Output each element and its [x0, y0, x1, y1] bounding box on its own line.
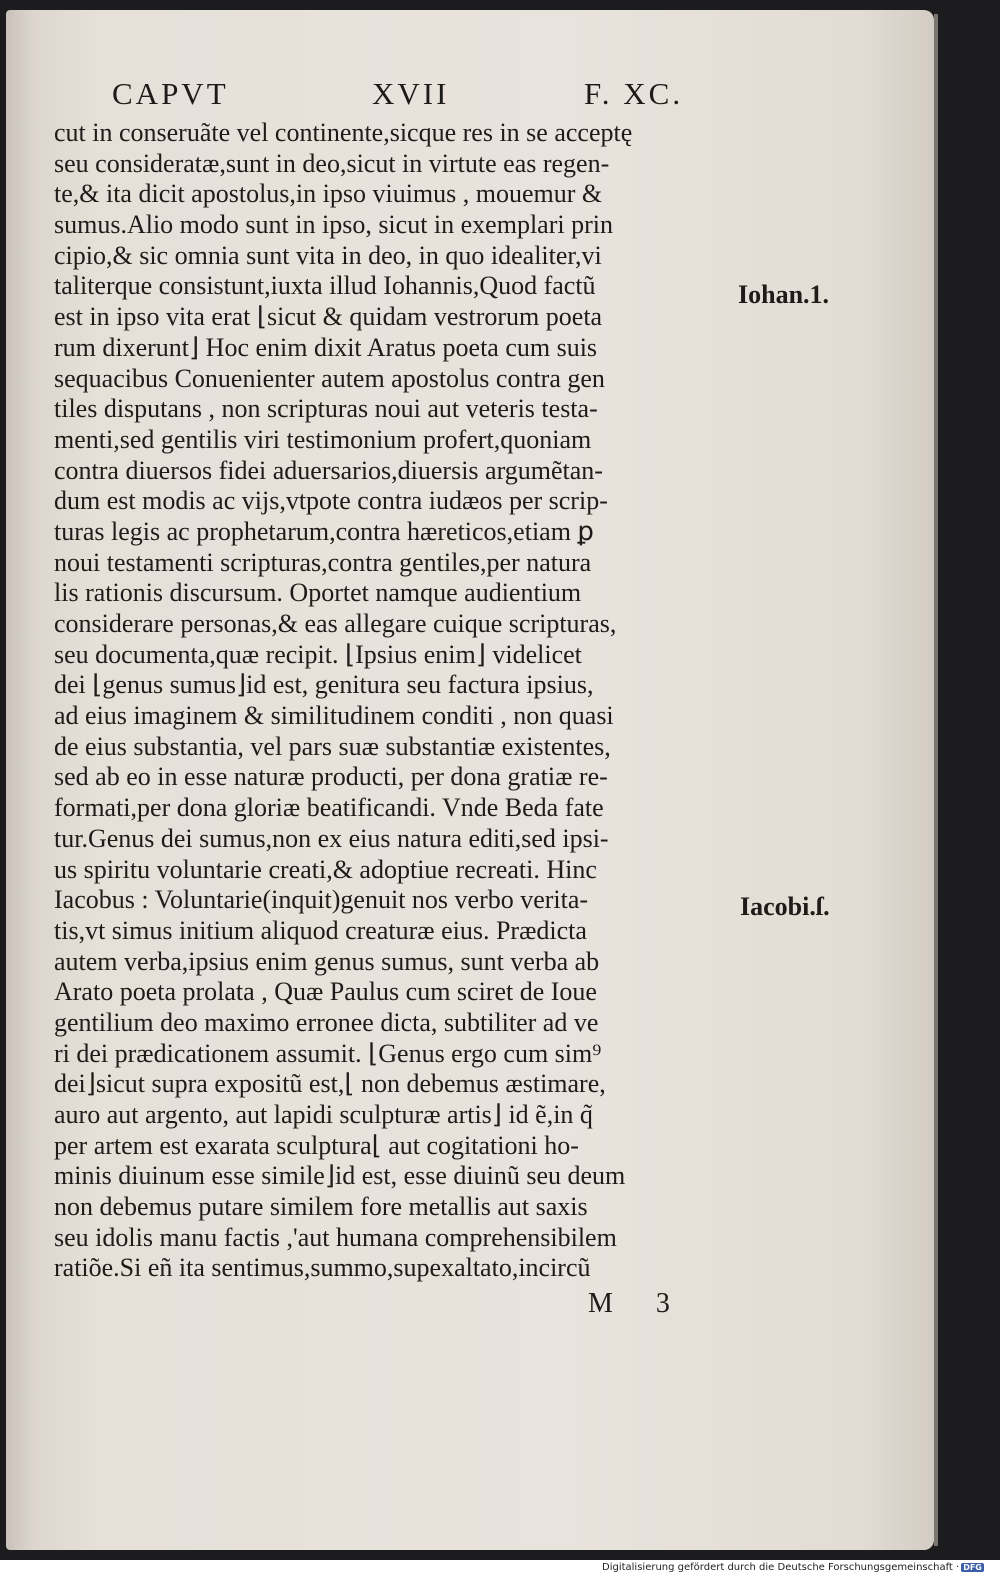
text-line: cut in conseruãte vel continente,sicque res in se acceptę — [54, 118, 633, 147]
text-line: lis rationis discursum. Oportet namque audientium — [54, 578, 582, 608]
text-line: seu consideratæ,sunt in deo,sicut in virtute eas regen- — [54, 148, 610, 178]
text-line: gentilium deo maximo erronee dicta, subtiliter ad ve — [54, 1007, 599, 1037]
running-head — [112, 76, 722, 116]
text-line: rum dixerunt⌋ Hoc enim dixit Aratus poeta cum suis — [54, 332, 598, 362]
text-line: taliterque consistunt,iuxta illud Iohannis,Quod factũ — [54, 271, 596, 301]
digitization-credit — [602, 1562, 984, 1573]
text-line: sumus.Alio modo sunt in ipso, sicut in exemplari prin — [54, 210, 613, 240]
signature-mark: M 3 — [588, 1288, 688, 1319]
text-line: te,& ita dicit apostolus,in ipso viuimus , mouemur & — [54, 179, 603, 209]
text-line: ratiõe.Si eñ ita sentimus,summo,supexaltato,incircũ — [54, 1253, 591, 1283]
text-line: auro aut argento, aut lapidi sculpturæ artis⌋ id ẽ,in q̃ — [54, 1100, 593, 1129]
running-head-folio: F. XC. — [584, 76, 684, 111]
text-line: tur.Genus dei sumus,non ex eius natura editi,sed ipsi- — [54, 823, 609, 853]
text-line: de eius substantia, vel pars suæ substantiæ existentes, — [54, 731, 611, 761]
text-line: tis,vt simus initium aliquod creaturæ eius. Prædicta — [54, 915, 587, 945]
text-line: seu documenta,quæ recipit. ⌊Ipsius enim⌋ videlicet — [54, 639, 582, 669]
page-edge — [934, 14, 938, 1546]
body-text — [54, 118, 734, 1284]
text-line: dei⌋sicut supra expositũ est,⌊ non debemus æstimare, — [54, 1069, 606, 1099]
text-line: turas legis ac prophetarum,contra hæreticos,etiam ꝑ — [54, 516, 594, 546]
text-line: Arato poeta prolata , Quæ Paulus cum sciret de Ioue — [54, 977, 597, 1007]
text-line: non debemus putare similem fore metallis aut saxis — [54, 1192, 588, 1222]
text-line: seu idolis manu factis ,'aut humana comprehensibilem — [54, 1222, 617, 1252]
text-line: formati,per dona gloriæ beatificandi. Vnde Beda fate — [54, 793, 604, 823]
text-line: dei ⌊genus sumus⌋id est, genitura seu factura ipsius, — [54, 670, 594, 700]
text-line: per artem est exarata sculptura⌊ aut cogitationi ho- — [54, 1130, 579, 1160]
marginal-note-iacobi: Iacobi.ſ. — [740, 892, 830, 921]
text-line: us spiritu voluntarie creati,& adoptiue recreati. Hinc — [54, 854, 597, 884]
text-line: autem verba,ipsius enim genus sumus, sunt verba ab — [54, 946, 600, 976]
text-line: sequacibus Conuenienter autem apostolus contra gen — [54, 363, 605, 393]
credit-text: Digitalisierung gefördert durch die Deutsche Forschungsgemeinschaft · — [602, 1562, 960, 1573]
text-line: cipio,& sic omnia sunt vita in deo, in quo idealiter,vi — [54, 240, 602, 270]
text-line: menti,sed gentilis viri testimonium profert,quoniam — [54, 424, 592, 454]
text-line: ad eius imaginem & similitudinem conditi , non quasi — [54, 701, 614, 731]
text-line: est in ipso vita erat ⌊sicut & quidam vestrorum poeta — [54, 302, 603, 332]
dfg-logo: DFG — [963, 1563, 982, 1572]
text-line: Iacobus : Voluntarie(inquit)genuit nos verbo verita- — [54, 885, 589, 915]
text-line: minis diuinum esse simile⌋id est, esse diuinũ seu deum — [54, 1161, 626, 1191]
text-line: considerare personas,& eas allegare cuique scripturas, — [54, 609, 617, 638]
text-line: sed ab eo in esse naturæ producti, per dona gratiæ re- — [54, 762, 608, 792]
running-head-chapter-number: XVII — [372, 76, 450, 111]
text-line: contra diuersos fidei aduersarios,diuersis argumẽtan- — [54, 455, 603, 485]
marginal-note-iohan: Iohan.1. — [738, 280, 830, 309]
text-line: tiles disputans , non scripturas noui aut veteris testa- — [54, 394, 598, 424]
running-head-left: CAPVT — [112, 76, 229, 111]
text-line: ri dei prædicationem assumit. ⌊Genus ergo cum sim⁹ — [54, 1038, 602, 1068]
text-line: dum est modis ac vijs,vtpote contra iudæos per scrip- — [54, 486, 608, 516]
text-line: noui testamenti scripturas,contra gentiles,per natura — [54, 547, 592, 577]
